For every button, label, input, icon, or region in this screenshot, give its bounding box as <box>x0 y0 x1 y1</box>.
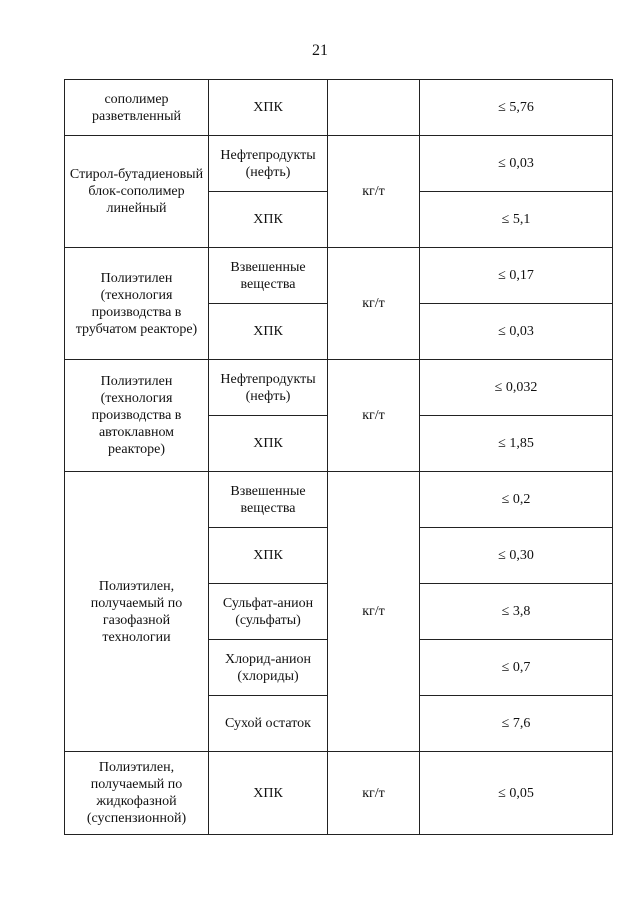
norm-cell: ≤ 5,1 <box>420 192 613 248</box>
table-row <box>65 80 613 136</box>
indicator-cell: ХПК <box>209 80 328 136</box>
indicator-cell: Нефтепродукты (нефть) <box>209 136 328 192</box>
indicator-cell: ХПК <box>209 416 328 472</box>
norm-cell: ≤ 0,2 <box>420 472 613 528</box>
product-cell: Полиэтилен, получаемый по жидкофазной (суспензионной) <box>65 752 209 835</box>
unit-cell: кг/т <box>328 360 420 472</box>
norm-cell: ≤ 0,17 <box>420 248 613 304</box>
norm-cell: ≤ 7,6 <box>420 696 613 752</box>
page-number: 21 <box>312 42 328 59</box>
indicator-cell: ХПК <box>209 304 328 360</box>
indicator-cell: Хлорид-анион (хлориды) <box>209 640 328 696</box>
unit-cell: кг/т <box>328 136 420 248</box>
indicator-cell: Взвешенные вещества <box>209 248 328 304</box>
table-row <box>65 360 613 416</box>
indicator-cell: Сухой остаток <box>209 696 328 752</box>
unit-cell: кг/т <box>328 248 420 360</box>
indicator-cell: Нефтепродукты (нефть) <box>209 360 328 416</box>
norm-cell: ≤ 0,7 <box>420 640 613 696</box>
indicator-cell: ХПК <box>209 752 328 835</box>
norm-cell: ≤ 1,85 <box>420 416 613 472</box>
norm-cell: ≤ 0,05 <box>420 752 613 835</box>
product-cell: Полиэтилен (технология производства в автоклавном реакторе) <box>65 360 209 472</box>
indicator-cell: ХПК <box>209 528 328 584</box>
product-cell: сополимер разветвленный <box>65 80 209 136</box>
indicator-cell: Взвешенные вещества <box>209 472 328 528</box>
unit-cell: кг/т <box>328 472 420 752</box>
norm-cell: ≤ 0,03 <box>420 136 613 192</box>
table-row <box>65 248 613 304</box>
indicator-cell: ХПК <box>209 192 328 248</box>
product-cell: Полиэтилен, получаемый по газофазной технологии <box>65 472 209 752</box>
table-row <box>65 136 613 192</box>
norm-cell: ≤ 0,032 <box>420 360 613 416</box>
unit-cell <box>328 80 420 136</box>
norm-cell: ≤ 0,30 <box>420 528 613 584</box>
table-row <box>65 472 613 528</box>
product-cell: Полиэтилен (технология производства в трубчатом реакторе) <box>65 248 209 360</box>
unit-cell: кг/т <box>328 752 420 835</box>
indicator-cell: Сульфат-анион (сульфаты) <box>209 584 328 640</box>
product-cell: Стирол-бутадиеновый блок-сополимер линейный <box>65 136 209 248</box>
norms-table <box>64 79 613 835</box>
norm-cell: ≤ 0,03 <box>420 304 613 360</box>
norm-cell: ≤ 3,8 <box>420 584 613 640</box>
norm-cell: ≤ 5,76 <box>420 80 613 136</box>
table-row <box>65 752 613 835</box>
